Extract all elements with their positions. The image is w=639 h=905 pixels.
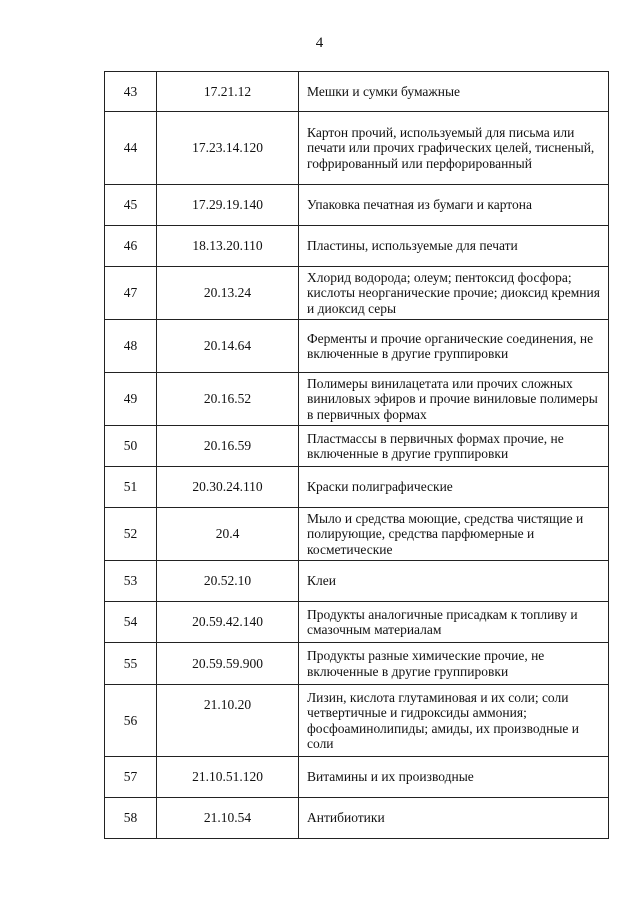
table-row: [105, 226, 609, 267]
row-number: 43: [105, 72, 157, 112]
product-name: Краски полиграфические: [299, 467, 609, 508]
okpd2-code: 20.14.64: [157, 320, 299, 373]
row-number: 57: [105, 757, 157, 798]
product-name: Лизин, кислота глутаминовая и их соли; соли четвертичные и гидроксиды аммония; фосфоаминолипиды; амиды, их производные и соли: [299, 685, 609, 757]
table-row: [105, 112, 609, 185]
product-name: Ферменты и прочие органические соединения, не включенные в другие группировки: [299, 320, 609, 373]
okpd2-code: 20.59.42.140: [157, 602, 299, 643]
product-name: Мешки и сумки бумажные: [299, 72, 609, 112]
okpd2-code: 20.4: [157, 508, 299, 561]
okpd2-code: 20.16.52: [157, 373, 299, 426]
product-name: Пластмассы в первичных формах прочие, не включенные в другие группировки: [299, 426, 609, 467]
product-name: Антибиотики: [299, 798, 609, 839]
row-number: 49: [105, 373, 157, 426]
row-number: 47: [105, 267, 157, 320]
product-name: Пластины, используемые для печати: [299, 226, 609, 267]
row-number: 50: [105, 426, 157, 467]
okpd2-code: 18.13.20.110: [157, 226, 299, 267]
product-name: Картон прочий, используемый для письма или печати или прочих графических целей, тисненый, гофрированный или перфорированный: [299, 112, 609, 185]
okpd2-code: 20.16.59: [157, 426, 299, 467]
table-row: [105, 72, 609, 112]
okpd2-code: 21.10.51.120: [157, 757, 299, 798]
row-number: 48: [105, 320, 157, 373]
table-row: [105, 185, 609, 226]
table-row: [105, 320, 609, 373]
row-number: 54: [105, 602, 157, 643]
row-number: 52: [105, 508, 157, 561]
row-number: 53: [105, 561, 157, 602]
page-number: 4: [315, 35, 324, 51]
okpd2-code: 21.10.20: [157, 685, 299, 757]
okpd2-code: 17.21.12: [157, 72, 299, 112]
okpd2-code: 20.52.10: [157, 561, 299, 602]
table-row: [105, 643, 609, 685]
product-name: Продукты разные химические прочие, не включенные в другие группировки: [299, 643, 609, 685]
okpd2-code: 17.23.14.120: [157, 112, 299, 185]
okpd2-code: 20.13.24: [157, 267, 299, 320]
row-number: 58: [105, 798, 157, 839]
table-row: [105, 373, 609, 426]
table-row: [105, 561, 609, 602]
row-number: 51: [105, 467, 157, 508]
table-row: [105, 757, 609, 798]
product-name: Мыло и средства моющие, средства чистящие и полирующие, средства парфюмерные и косметические: [299, 508, 609, 561]
okpd2-code: 17.29.19.140: [157, 185, 299, 226]
product-name: Упаковка печатная из бумаги и картона: [299, 185, 609, 226]
product-name: Полимеры винилацетата или прочих сложных виниловых эфиров и прочие виниловые полимеры в первичных формах: [299, 373, 609, 426]
product-name: Клеи: [299, 561, 609, 602]
okpd2-code: 20.30.24.110: [157, 467, 299, 508]
table-row: [105, 798, 609, 839]
product-name: Витамины и их производные: [299, 757, 609, 798]
table-row: [105, 508, 609, 561]
table-row: [105, 467, 609, 508]
row-number: 45: [105, 185, 157, 226]
product-name: Хлорид водорода; олеум; пентоксид фосфора; кислоты неорганические прочие; диоксид кремния и диоксид серы: [299, 267, 609, 320]
product-name: Продукты аналогичные присадкам к топливу и смазочным материалам: [299, 602, 609, 643]
table-row: [105, 267, 609, 320]
table-row: [105, 426, 609, 467]
row-number: 55: [105, 643, 157, 685]
okpd2-code: 21.10.54: [157, 798, 299, 839]
okpd2-code: 20.59.59.900: [157, 643, 299, 685]
products-table: [104, 71, 609, 839]
table-row: [105, 602, 609, 643]
row-number: 56: [105, 685, 157, 757]
row-number: 44: [105, 112, 157, 185]
table-row: [105, 685, 609, 757]
row-number: 46: [105, 226, 157, 267]
